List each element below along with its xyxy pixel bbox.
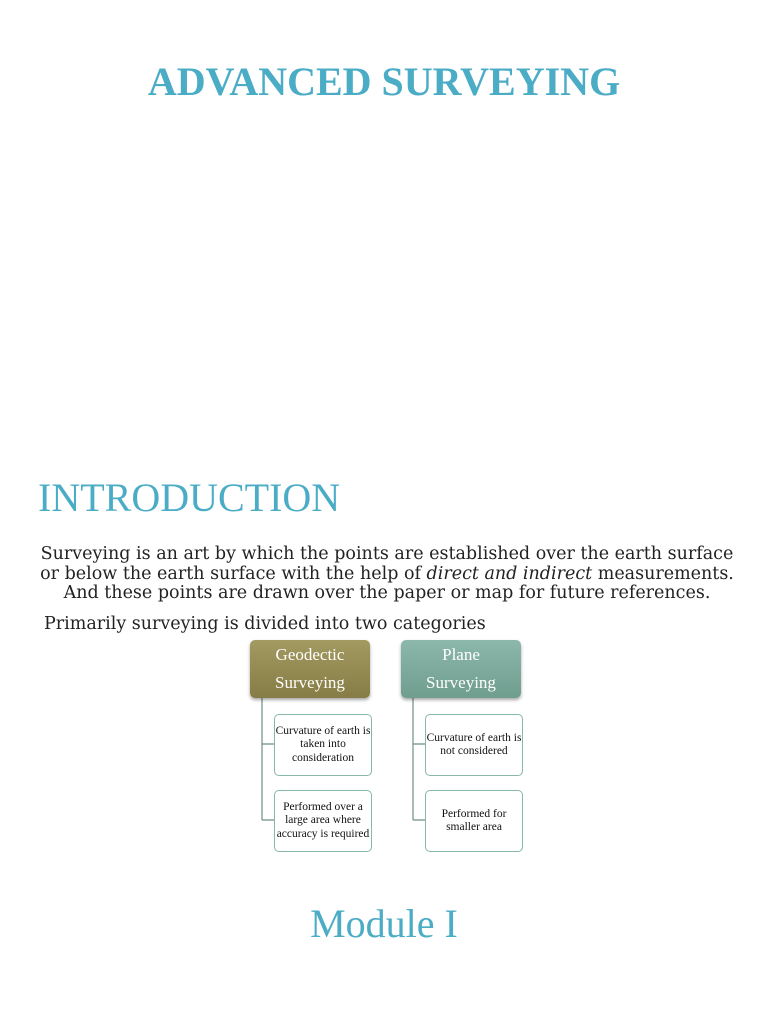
- category-plane-box: [401, 640, 521, 698]
- plane-item-area: [425, 790, 523, 852]
- plane-item-curvature-text: Curvature of earth is not considered: [426, 731, 522, 757]
- plane-item-area-text: Performed for smaller area: [441, 807, 507, 833]
- category-geodetic-line2: Surveying: [275, 673, 345, 692]
- category-geodetic-line1: Geodectic: [275, 645, 345, 664]
- plane-item-curvature: [425, 714, 523, 776]
- module-label: Module I: [310, 901, 458, 946]
- category-geodetic-box: [250, 640, 370, 698]
- connector-plane: [413, 698, 425, 820]
- intro-text-part1: Surveying is an art by which the points are established over the earth surface or below the earth surface with the help of: [40, 544, 734, 584]
- page-title: ADVANCED SURVEYING: [147, 59, 621, 104]
- geodetic-item-area-text: Performed over a large area where accuracy is required: [276, 800, 370, 840]
- intro-text-part2: measurements. And these points are drawn over the paper or map for future references.: [63, 563, 734, 603]
- geodetic-item-curvature: [274, 714, 372, 776]
- geodetic-item-curvature-text: Curvature of earth is taken into consideration: [275, 724, 371, 764]
- intro-text-emphasis: direct and indirect: [426, 563, 593, 584]
- categories-intro: Primarily surveying is divided into two categories: [44, 614, 486, 634]
- geodetic-item-area: [274, 790, 372, 852]
- category-plane-line2: Surveying: [426, 673, 496, 692]
- intro-heading: INTRODUCTION: [38, 475, 341, 520]
- category-plane-line1: Plane: [442, 645, 480, 664]
- connector-geodetic: [262, 698, 274, 820]
